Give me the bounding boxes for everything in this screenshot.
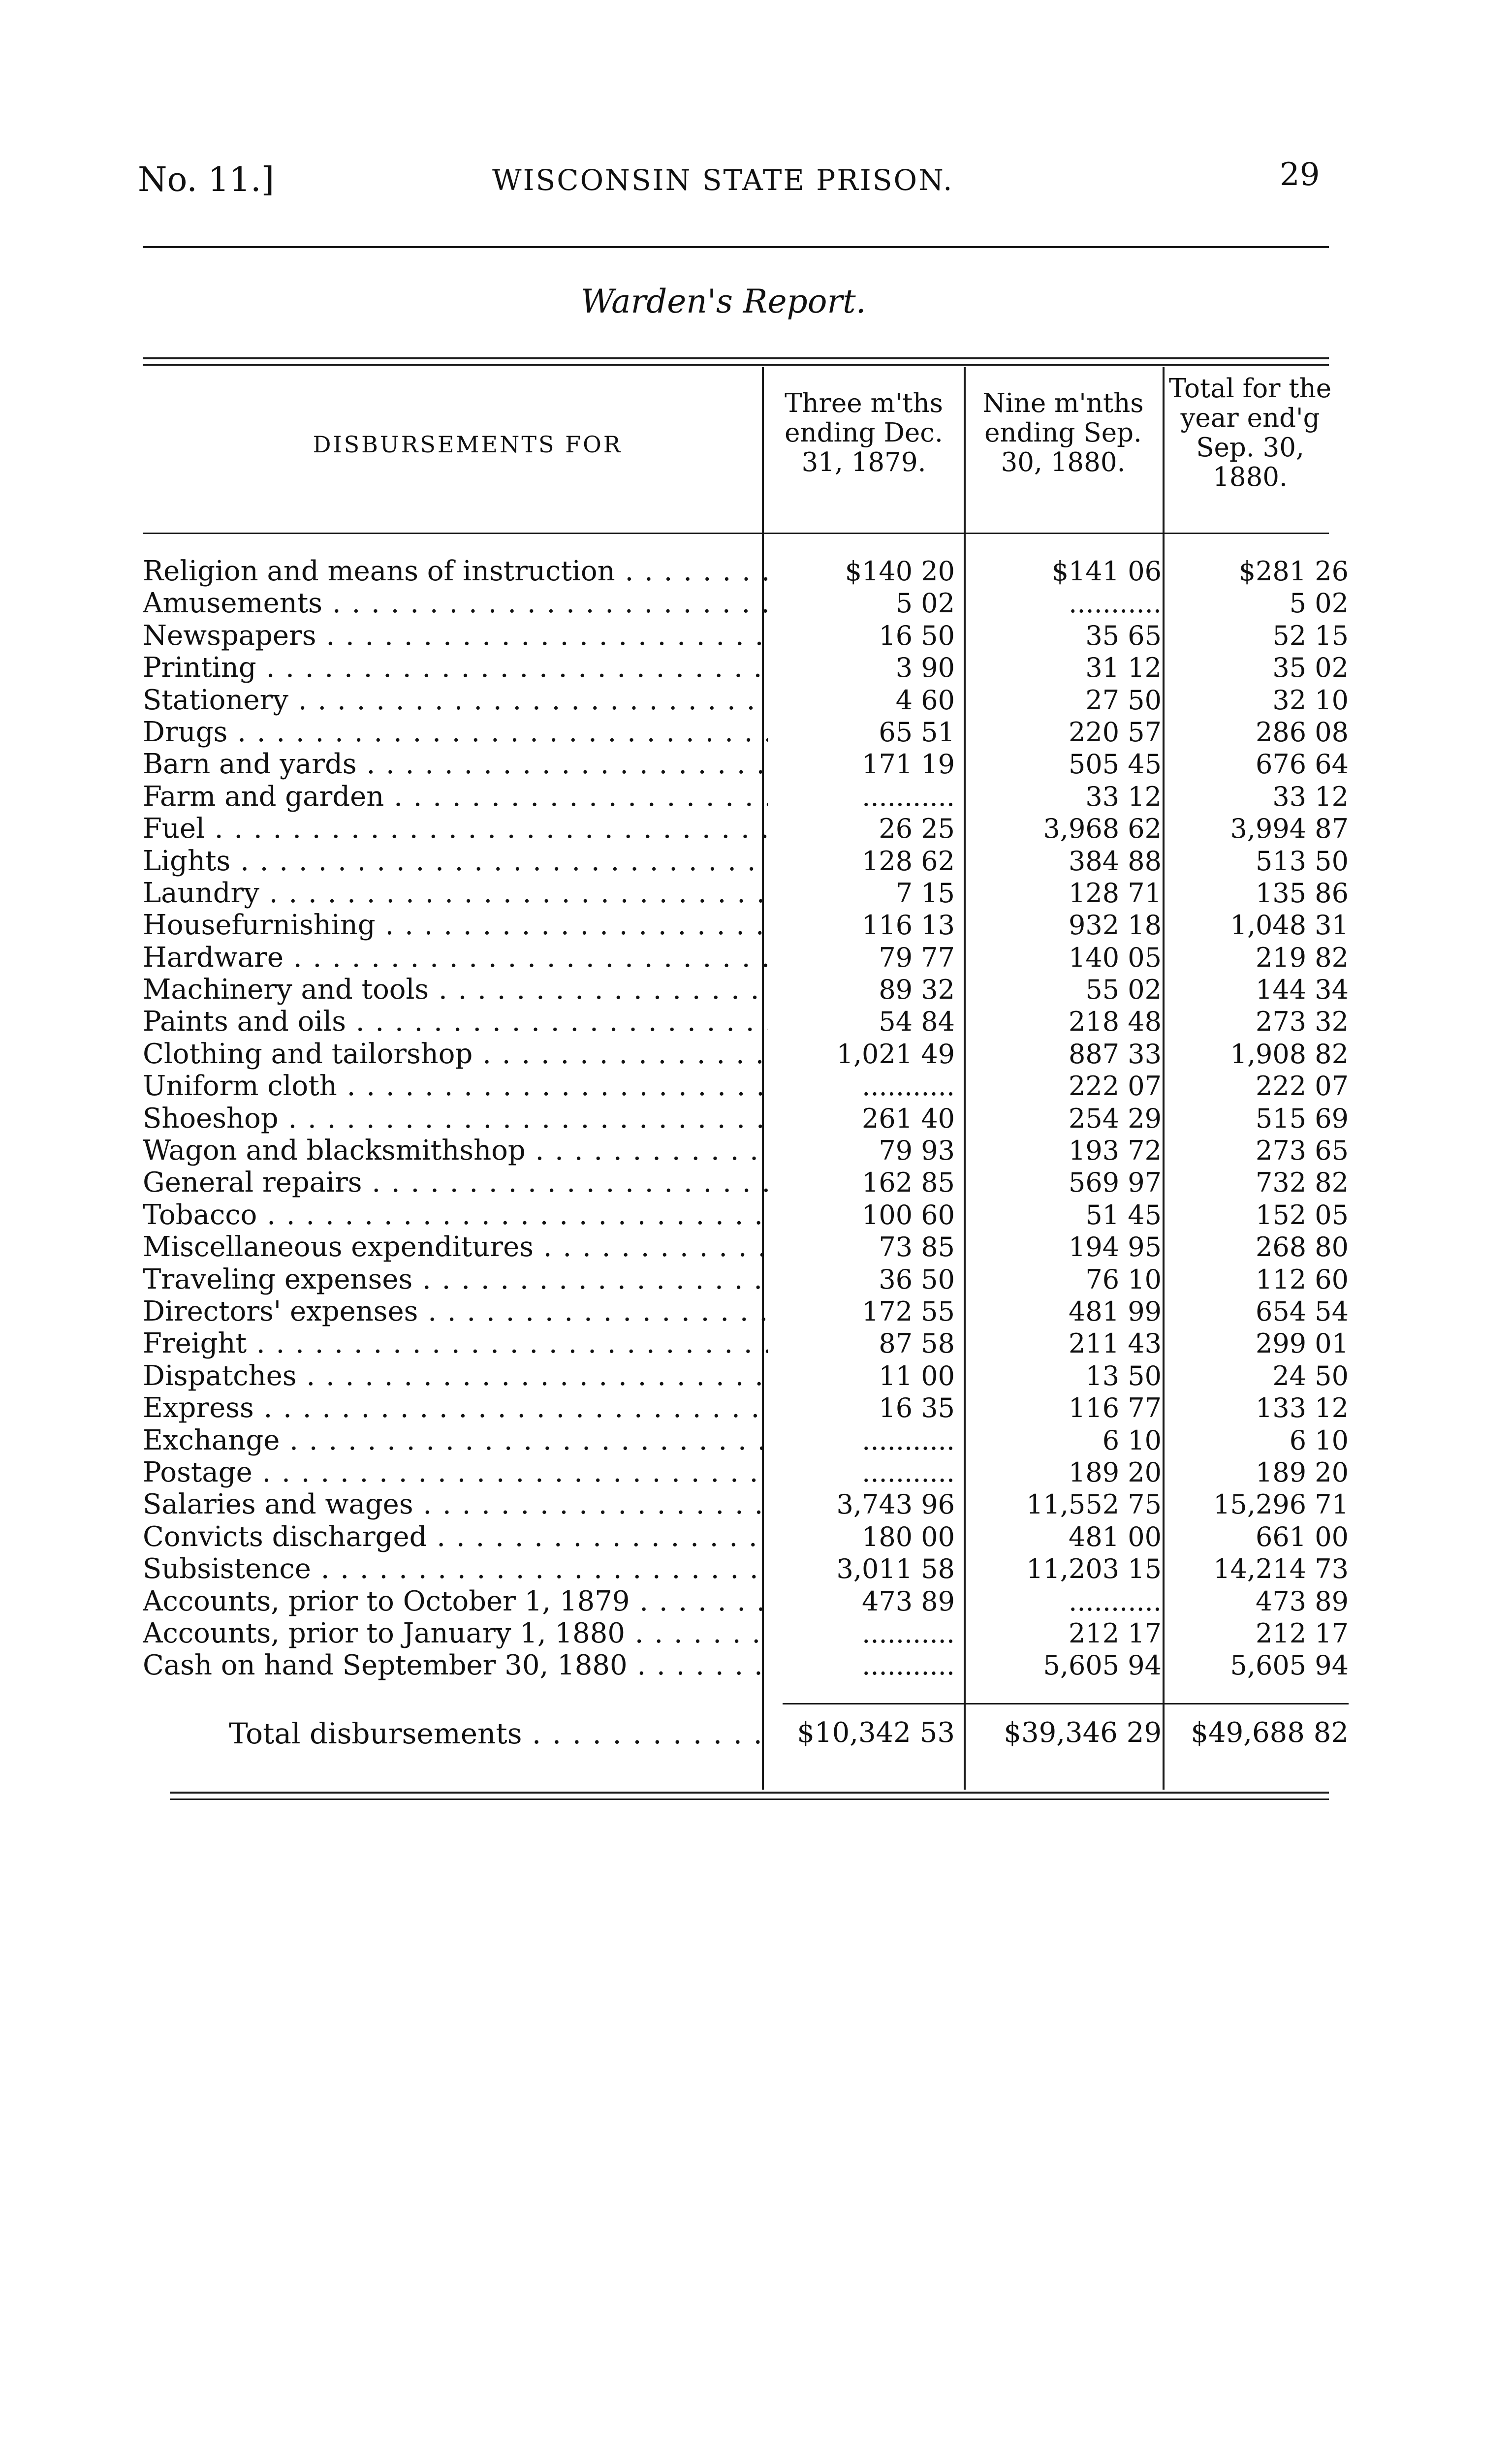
total-year-value: 24 50 — [1272, 1360, 1349, 1391]
row-label: Housefurnishing . . . — [143, 909, 768, 942]
table-row — [0, 942, 1512, 974]
nine-months-value: 569 97 — [1069, 1167, 1162, 1199]
nine-months-value: 211 43 — [1069, 1328, 1162, 1359]
table-row — [0, 1135, 1512, 1167]
total-year-value: 286 08 — [1256, 716, 1349, 748]
table-top-rule-2 — [143, 364, 1329, 366]
total-nine-months: $39,346 29 — [1004, 1717, 1162, 1749]
table-row — [0, 1327, 1512, 1359]
running-title: WISCONSIN STATE PRISON. — [492, 163, 954, 197]
row-label: Subsistence . . . — [143, 1553, 768, 1585]
three-months-value: $140 20 — [845, 556, 955, 587]
table-row — [0, 1424, 1512, 1456]
nine-months-value: 6 10 — [1102, 1424, 1162, 1456]
three-months-value: ........... — [862, 1650, 955, 1681]
table-row — [0, 716, 1512, 748]
total-year-value: 513 50 — [1256, 845, 1349, 877]
row-label: Farm and garden . . . — [143, 781, 768, 813]
three-months-value: 11 00 — [879, 1360, 955, 1391]
table-row — [0, 781, 1512, 813]
nine-months-value: 3,968 62 — [1043, 813, 1162, 845]
table-row — [0, 909, 1512, 941]
row-label: Machinery and tools . . . — [143, 974, 768, 1006]
table-row — [0, 1553, 1512, 1585]
column-header-nine-months: Nine m'nths ending Sep. 30, 1880. — [982, 388, 1144, 477]
total-year-value: 189 20 — [1256, 1456, 1349, 1488]
row-label: Tobacco . . . — [143, 1199, 768, 1231]
column-header-total-year: Total for the year end'g Sep. 30, 1880. — [1168, 374, 1332, 492]
nine-months-value: 384 88 — [1069, 845, 1162, 877]
total-year-value: 35 02 — [1272, 652, 1349, 684]
three-months-value: 36 50 — [879, 1263, 955, 1295]
row-label: Hardware . . . — [143, 942, 768, 974]
three-months-value: ........... — [862, 1424, 955, 1456]
table-row — [0, 1295, 1512, 1327]
table-row — [0, 684, 1512, 716]
three-months-value: 54 84 — [879, 1006, 955, 1038]
three-months-value: 16 50 — [879, 620, 955, 651]
row-label: Paints and oils . . . — [143, 1006, 768, 1038]
total-year: $49,688 82 — [1191, 1717, 1349, 1749]
row-label: Postage . . . — [143, 1456, 768, 1489]
total-rule — [783, 1703, 1349, 1704]
total-year-value: 268 80 — [1256, 1231, 1349, 1263]
table-row — [0, 1263, 1512, 1295]
nine-months-value: 220 57 — [1069, 716, 1162, 748]
total-year-value: 299 01 — [1256, 1328, 1349, 1359]
total-year-value: 222 07 — [1256, 1071, 1349, 1102]
row-label: Convicts discharged . . . — [143, 1521, 768, 1553]
three-months-value: 87 58 — [879, 1328, 955, 1359]
nine-months-value: 194 95 — [1069, 1231, 1162, 1263]
three-months-value: 128 62 — [862, 845, 955, 877]
row-label: Printing . . . — [143, 652, 768, 684]
nine-months-value: 128 71 — [1069, 877, 1162, 909]
row-label: Fuel . . . — [143, 813, 768, 845]
total-year-value: 33 12 — [1272, 781, 1349, 812]
row-label: Barn and yards . . . — [143, 748, 768, 781]
row-label: Accounts, prior to October 1, 1879 . . . — [143, 1585, 768, 1618]
table-row — [0, 1103, 1512, 1135]
nine-months-value: 31 12 — [1085, 652, 1162, 684]
three-months-value: 4 60 — [895, 684, 955, 716]
nine-months-value: 481 00 — [1069, 1521, 1162, 1552]
table-row — [0, 748, 1512, 780]
table-row — [0, 1038, 1512, 1070]
row-label: Salaries and wages . . . — [143, 1488, 768, 1521]
table-row — [0, 1456, 1512, 1488]
row-label: Accounts, prior to January 1, 1880 . . . — [143, 1617, 768, 1650]
nine-months-value: 481 99 — [1069, 1295, 1162, 1327]
three-months-value: 89 32 — [879, 974, 955, 1006]
nine-months-value: 55 02 — [1085, 974, 1162, 1006]
table-row — [0, 974, 1512, 1006]
table-row — [0, 1360, 1512, 1392]
table-row — [0, 1585, 1512, 1617]
three-months-value: ........... — [862, 781, 955, 812]
total-row — [0, 1717, 1512, 1751]
total-year-value: 152 05 — [1256, 1199, 1349, 1230]
issue-number: No. 11.] — [138, 160, 275, 199]
nine-months-value: 76 10 — [1085, 1263, 1162, 1295]
table-row — [0, 1167, 1512, 1199]
row-label: Exchange . . . — [143, 1424, 768, 1457]
nine-months-value: 193 72 — [1069, 1135, 1162, 1167]
nine-months-value: 11,203 15 — [1026, 1553, 1162, 1585]
table-row — [0, 813, 1512, 845]
total-year-value: 133 12 — [1256, 1392, 1349, 1424]
nine-months-value: 218 48 — [1069, 1006, 1162, 1038]
total-year-value: 5 02 — [1289, 588, 1349, 619]
three-months-value: 172 55 — [862, 1295, 955, 1327]
nine-months-value: 27 50 — [1085, 684, 1162, 716]
row-label: Cash on hand September 30, 1880 . . . — [143, 1649, 768, 1682]
row-label: Shoeshop . . . — [143, 1103, 768, 1135]
three-months-value: 5 02 — [895, 588, 955, 619]
three-months-value: 180 00 — [862, 1521, 955, 1552]
table-row — [0, 1070, 1512, 1102]
total-three-months: $10,342 53 — [797, 1717, 955, 1749]
total-year-value: 32 10 — [1272, 684, 1349, 716]
total-year-value: 212 17 — [1256, 1617, 1349, 1649]
total-year-value: 5,605 94 — [1230, 1650, 1349, 1681]
row-label: Lights . . . — [143, 845, 768, 878]
total-year-value: 732 82 — [1256, 1167, 1349, 1199]
row-label: Religion and means of instruction . . . — [143, 555, 768, 588]
total-year-value: 1,908 82 — [1230, 1038, 1349, 1070]
table-row — [0, 845, 1512, 877]
row-label: Uniform cloth . . . — [143, 1070, 768, 1103]
row-label: General repairs . . . — [143, 1167, 768, 1199]
row-label: Express . . . — [143, 1392, 768, 1424]
section-subtitle: Warden's Report. — [581, 283, 866, 320]
total-year-value: 661 00 — [1256, 1521, 1349, 1552]
nine-months-value: $141 06 — [1051, 556, 1162, 587]
row-label: Laundry . . . — [143, 877, 768, 910]
nine-months-value: 887 33 — [1069, 1038, 1162, 1070]
three-months-value: 26 25 — [879, 813, 955, 845]
three-months-value: 1,021 49 — [836, 1038, 955, 1070]
total-year-value: 144 34 — [1256, 974, 1349, 1006]
total-year-value: 135 86 — [1256, 877, 1349, 909]
table-bottom-rule-2 — [170, 1798, 1329, 1800]
table-row — [0, 877, 1512, 909]
table-row — [0, 1199, 1512, 1231]
table-row — [0, 555, 1512, 587]
three-months-value: ........... — [862, 1071, 955, 1102]
row-label: Wagon and blacksmithshop . . . — [143, 1135, 768, 1167]
row-label: Drugs . . . — [143, 716, 768, 749]
total-label: Total disbursements . . . — [229, 1717, 765, 1750]
row-label: Stationery . . . — [143, 684, 768, 717]
total-year-value: $281 26 — [1238, 556, 1349, 587]
nine-months-value: 505 45 — [1069, 749, 1162, 780]
total-year-value: 6 10 — [1289, 1424, 1349, 1456]
total-year-value: 219 82 — [1256, 942, 1349, 973]
three-months-value: 16 35 — [879, 1392, 955, 1424]
nine-months-value: 35 65 — [1085, 620, 1162, 651]
nine-months-value: 13 50 — [1085, 1360, 1162, 1391]
column-header-three-months: Three m'ths ending Dec. 31, 1879. — [785, 388, 943, 477]
total-year-value: 273 65 — [1256, 1135, 1349, 1167]
table-row — [0, 1488, 1512, 1520]
total-year-value: 273 32 — [1256, 1006, 1349, 1038]
three-months-value: 7 15 — [895, 877, 955, 909]
nine-months-value: 932 18 — [1069, 910, 1162, 941]
row-label: Dispatches . . . — [143, 1360, 768, 1392]
three-months-value: ........... — [862, 1617, 955, 1649]
three-months-value: 162 85 — [862, 1167, 955, 1199]
three-months-value: 73 85 — [879, 1231, 955, 1263]
table-row — [0, 652, 1512, 684]
header-bottom-rule — [143, 533, 1329, 534]
row-label: Newspapers . . . — [143, 620, 768, 652]
total-year-value: 15,296 71 — [1213, 1489, 1349, 1520]
three-months-value: 116 13 — [862, 910, 955, 941]
total-year-value: 14,214 73 — [1213, 1553, 1349, 1585]
table-row — [0, 1649, 1512, 1681]
nine-months-value: 189 20 — [1069, 1456, 1162, 1488]
row-label: Miscellaneous expenditures . . . — [143, 1231, 768, 1263]
total-year-value: 654 54 — [1256, 1295, 1349, 1327]
table-row — [0, 1521, 1512, 1553]
table-top-rule — [143, 357, 1329, 359]
three-months-value: 3,743 96 — [836, 1489, 955, 1520]
three-months-value: 261 40 — [862, 1103, 955, 1134]
three-months-value: 3,011 58 — [836, 1553, 955, 1585]
total-year-value: 473 89 — [1256, 1585, 1349, 1617]
total-year-value: 676 64 — [1256, 749, 1349, 780]
three-months-value: 79 93 — [879, 1135, 955, 1167]
total-year-value: 1,048 31 — [1230, 910, 1349, 941]
three-months-value: ........... — [862, 1456, 955, 1488]
table-bottom-rule — [170, 1792, 1329, 1794]
total-year-value: 52 15 — [1272, 620, 1349, 651]
nine-months-value: 222 07 — [1069, 1071, 1162, 1102]
three-months-value: 100 60 — [862, 1199, 955, 1230]
three-months-value: 79 77 — [879, 942, 955, 973]
table-row — [0, 1231, 1512, 1263]
nine-months-value: 116 77 — [1069, 1392, 1162, 1424]
nine-months-value: ........... — [1069, 1585, 1162, 1617]
nine-months-value: 11,552 75 — [1026, 1489, 1162, 1520]
nine-months-value: 212 17 — [1069, 1617, 1162, 1649]
row-label: Freight . . . — [143, 1327, 768, 1360]
three-months-value: 473 89 — [862, 1585, 955, 1617]
row-label: Clothing and tailorshop . . . — [143, 1038, 768, 1071]
table-row — [0, 587, 1512, 619]
nine-months-value: ........... — [1069, 588, 1162, 619]
header-rule — [143, 246, 1329, 248]
table-row — [0, 1006, 1512, 1038]
row-label: Directors' expenses . . . — [143, 1295, 768, 1328]
table-row — [0, 1392, 1512, 1424]
row-label: Traveling expenses . . . — [143, 1263, 768, 1296]
nine-months-value: 140 05 — [1069, 942, 1162, 973]
total-year-value: 515 69 — [1256, 1103, 1349, 1134]
total-year-value: 3,994 87 — [1230, 813, 1349, 845]
table-row — [0, 620, 1512, 652]
nine-months-value: 254 29 — [1069, 1103, 1162, 1134]
three-months-value: 65 51 — [879, 716, 955, 748]
three-months-value: 171 19 — [862, 749, 955, 780]
three-months-value: 3 90 — [895, 652, 955, 684]
row-label: Amusements . . . — [143, 587, 768, 620]
nine-months-value: 51 45 — [1085, 1199, 1162, 1230]
total-year-value: 112 60 — [1256, 1263, 1349, 1295]
page-number: 29 — [1280, 157, 1320, 193]
nine-months-value: 5,605 94 — [1043, 1650, 1162, 1681]
disbursements-header: DISBURSEMENTS FOR — [313, 431, 623, 458]
nine-months-value: 33 12 — [1085, 781, 1162, 812]
disbursement-rows — [0, 555, 1512, 1682]
table-row — [0, 1617, 1512, 1649]
